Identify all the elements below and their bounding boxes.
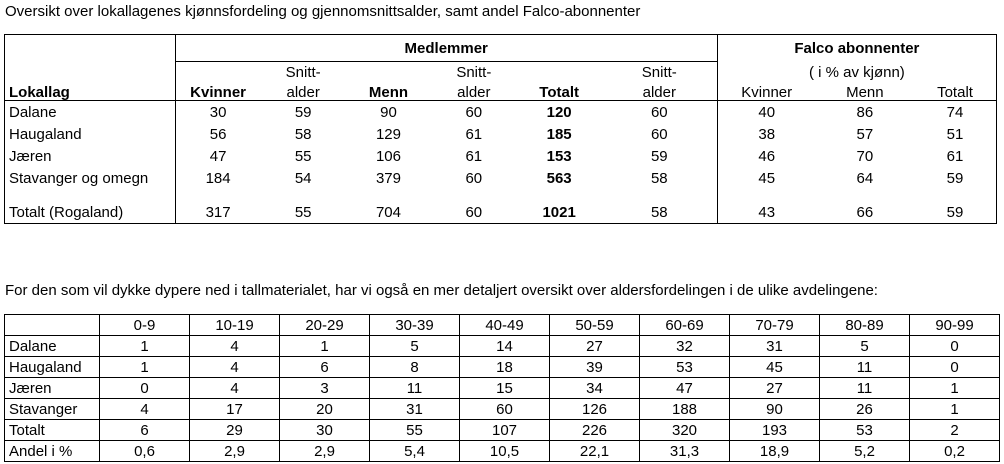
table-total-row: Totalt (Rogaland) 317 55 704 60 1021 58 43 66 59 [5, 201, 997, 224]
falco-subheader: ( i % av kjønn) [717, 62, 996, 81]
table-cell: 45 [730, 357, 820, 378]
table-cell: 34 [550, 378, 640, 399]
table-cell: 53 [640, 357, 730, 378]
table-cell: 30 [280, 420, 370, 441]
page-title: Oversikt over lokallagenes kjønnsfordeling og gjennomsnittsalder, samt andel Falco-abonnenter [5, 3, 641, 20]
table-cell: 8 [370, 357, 460, 378]
header-snitt-top: Snitt- [285, 64, 321, 81]
table-header-row [5, 315, 1000, 336]
row-label: Stavanger [5, 399, 100, 420]
header-corner [5, 35, 176, 62]
members-group-header: Medlemmer [175, 35, 717, 62]
table-cell: 4 [190, 336, 280, 357]
header-falco-totalt: Totalt [914, 80, 996, 101]
table-cell: 1 [910, 399, 1000, 420]
header-kvinner: Kvinner [190, 84, 247, 101]
table-cell: 47 [640, 378, 730, 399]
table-row [5, 420, 1000, 441]
table-row [5, 441, 1000, 462]
column-header: 0-9 [100, 315, 190, 336]
table-cell: 0,2 [910, 441, 1000, 462]
table-cell: 29 [190, 420, 280, 441]
header-falco-menn: Menn [846, 84, 884, 101]
row-label: Dalane [5, 336, 100, 357]
header-lokallag: Lokallag [5, 80, 176, 101]
table-cell: 3 [280, 378, 370, 399]
table-cell: 18,9 [730, 441, 820, 462]
table-cell: 32 [640, 336, 730, 357]
table-cell: 320 [640, 420, 730, 441]
table-cell: 4 [190, 357, 280, 378]
table-cell: 11 [370, 378, 460, 399]
table-cell: 4 [100, 399, 190, 420]
table-cell: 31 [370, 399, 460, 420]
header-snitt-bottom: alder [602, 80, 717, 101]
table-cell: 4 [190, 378, 280, 399]
table-row: Stavanger og omegn 184 54 379 60 563 58 45 64 59 [5, 167, 997, 189]
table-cell: 5,4 [370, 441, 460, 462]
table-cell: 2,9 [280, 441, 370, 462]
row-label: Totalt [5, 420, 100, 441]
header-snitt-bottom: alder [286, 84, 320, 101]
header-snitt-bottom: alder [457, 84, 491, 101]
table-cell: 0,6 [100, 441, 190, 462]
column-header: 50-59 [550, 315, 640, 336]
table-cell: 39 [550, 357, 640, 378]
column-header: 40-49 [460, 315, 550, 336]
table-cell: 0 [100, 378, 190, 399]
column-header: 80-89 [820, 315, 910, 336]
table-cell: 31,3 [640, 441, 730, 462]
row-label: Haugaland [5, 357, 100, 378]
column-header: 30-39 [370, 315, 460, 336]
table-cell: 1 [280, 336, 370, 357]
table-cell: 0 [910, 357, 1000, 378]
table-cell: 17 [190, 399, 280, 420]
table-cell: 11 [820, 357, 910, 378]
table-cell: 60 [460, 399, 550, 420]
column-header: 70-79 [730, 315, 820, 336]
table-cell: 20 [280, 399, 370, 420]
table-cell: 53 [820, 420, 910, 441]
table-cell: 6 [280, 357, 370, 378]
table-row [5, 399, 1000, 420]
header-snitt-top: Snitt- [456, 64, 492, 81]
table-cell: 27 [550, 336, 640, 357]
column-header: 60-69 [640, 315, 730, 336]
table-cell: 6 [100, 420, 190, 441]
table-cell: 126 [550, 399, 640, 420]
table-cell: 0 [910, 336, 1000, 357]
header-totalt: Totalt [539, 84, 579, 101]
header-corner [5, 315, 100, 336]
table-cell: 18 [460, 357, 550, 378]
table-cell: 14 [460, 336, 550, 357]
table-cell: 22,1 [550, 441, 640, 462]
intro-text: For den som vil dykke dypere ned i tallmaterialet, har vi også en mer detaljert oversikt over aldersfordelingen i de ulike avdelingene: [5, 282, 878, 299]
table-cell: 5,2 [820, 441, 910, 462]
row-label: Andel i % [5, 441, 100, 462]
table-cell: 2,9 [190, 441, 280, 462]
table-cell: 5 [820, 336, 910, 357]
header-falco-kvinner: Kvinner [741, 84, 793, 101]
table-cell: 90 [730, 399, 820, 420]
table-cell: 193 [730, 420, 820, 441]
table-row [5, 378, 1000, 399]
table-cell: 11 [820, 378, 910, 399]
table-cell: 1 [910, 378, 1000, 399]
table-row: Jæren 47 55 106 61 153 59 46 70 61 [5, 145, 997, 167]
table-cell: 31 [730, 336, 820, 357]
table-row [5, 357, 1000, 378]
falco-group-header: Falco abonnenter [717, 35, 996, 62]
header-menn: Menn [368, 84, 409, 101]
column-header: 10-19 [190, 315, 280, 336]
table-cell: 1 [100, 336, 190, 357]
row-label: Jæren [5, 378, 100, 399]
header-snitt-top: Snitt- [602, 62, 717, 81]
table-row: Dalane 30 59 90 60 120 60 40 86 74 [5, 101, 997, 124]
column-header: 20-29 [280, 315, 370, 336]
table-cell: 5 [370, 336, 460, 357]
table-cell: 226 [550, 420, 640, 441]
table-row: Haugaland 56 58 129 61 185 60 38 57 51 [5, 123, 997, 145]
table-cell: 188 [640, 399, 730, 420]
table-cell: 15 [460, 378, 550, 399]
table-cell: 2 [910, 420, 1000, 441]
column-header: 90-99 [910, 315, 1000, 336]
table-cell: 27 [730, 378, 820, 399]
table-cell: 10,5 [460, 441, 550, 462]
table-cell: 1 [100, 357, 190, 378]
table-row [5, 336, 1000, 357]
table-cell: 107 [460, 420, 550, 441]
table-cell: 26 [820, 399, 910, 420]
members-table [4, 34, 997, 224]
age-distribution-table [4, 314, 1000, 462]
table-cell: 55 [370, 420, 460, 441]
